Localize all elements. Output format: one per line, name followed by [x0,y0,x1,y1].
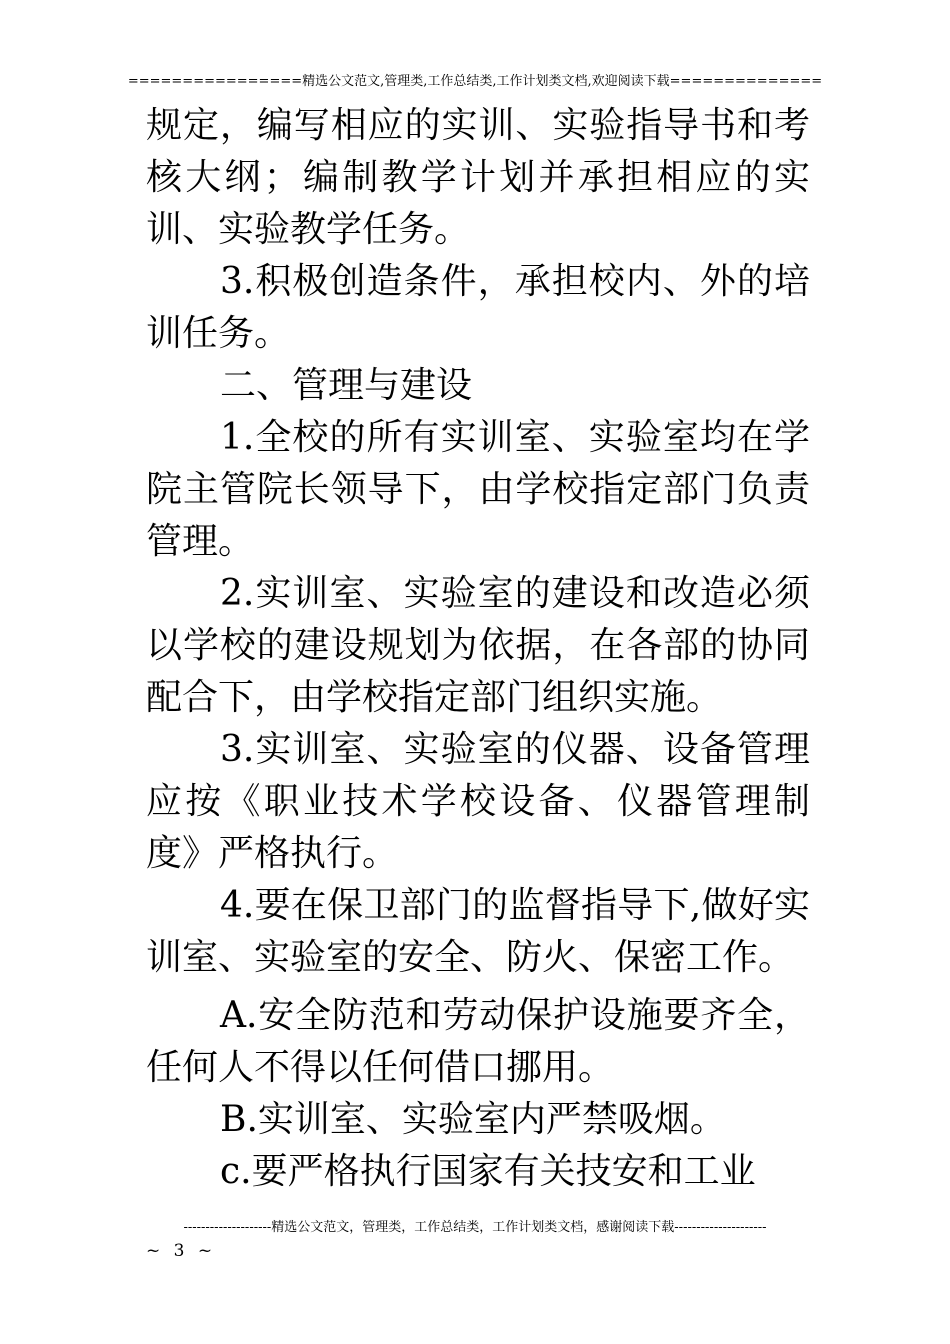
paragraph-4: 2.实训室、实验室的建设和改造必须以学校的建设规划为依据，在各部的协同配合下，由学校指定部门组织实施。 [146,573,810,718]
page-footer-banner: --------------------精选公文范文，管理类，工作总结类，工作计划类文档，感谢阅读下载--------------------- [183,1220,767,1235]
page-header-banner: ================精选公文范文,管理类,工作总结类,工作计划类文档,欢迎阅读下载============== [127,74,823,89]
paragraph-3: 1.全校的所有实训室、实验室均在学院主管院长领导下，由学校指定部门负责管理。 [146,417,810,562]
paragraph-8: B.实训室、实验室内严禁吸烟。 [220,1099,726,1140]
page-number: ~ 3 ~ [146,1241,217,1261]
paragraph-6: 4.要在保卫部门的监督指导下,做好实训室、实验室的安全、防火、保密工作。 [146,885,810,978]
section-heading: 二、管理与建设 [220,365,473,406]
paragraph-1: 规定，编写相应的实训、实验指导书和考核大纲；编制教学计划并承担相应的实训、实验教学任务。 [146,105,810,250]
paragraph-5: 3.实训室、实验室的仪器、设备管理应按《职业技术学校设备、仪器管理制度》严格执行。 [146,729,810,874]
document-body [146,100,810,1198]
paragraph-9: c.要严格执行国家有关技安和工业 [220,1151,756,1192]
paragraph-7: A.安全防范和劳动保护设施要齐全，任何人不得以任何借口挪用。 [146,995,810,1088]
paragraph-2: 3.积极创造条件，承担校内、外的培训任务。 [146,261,810,354]
